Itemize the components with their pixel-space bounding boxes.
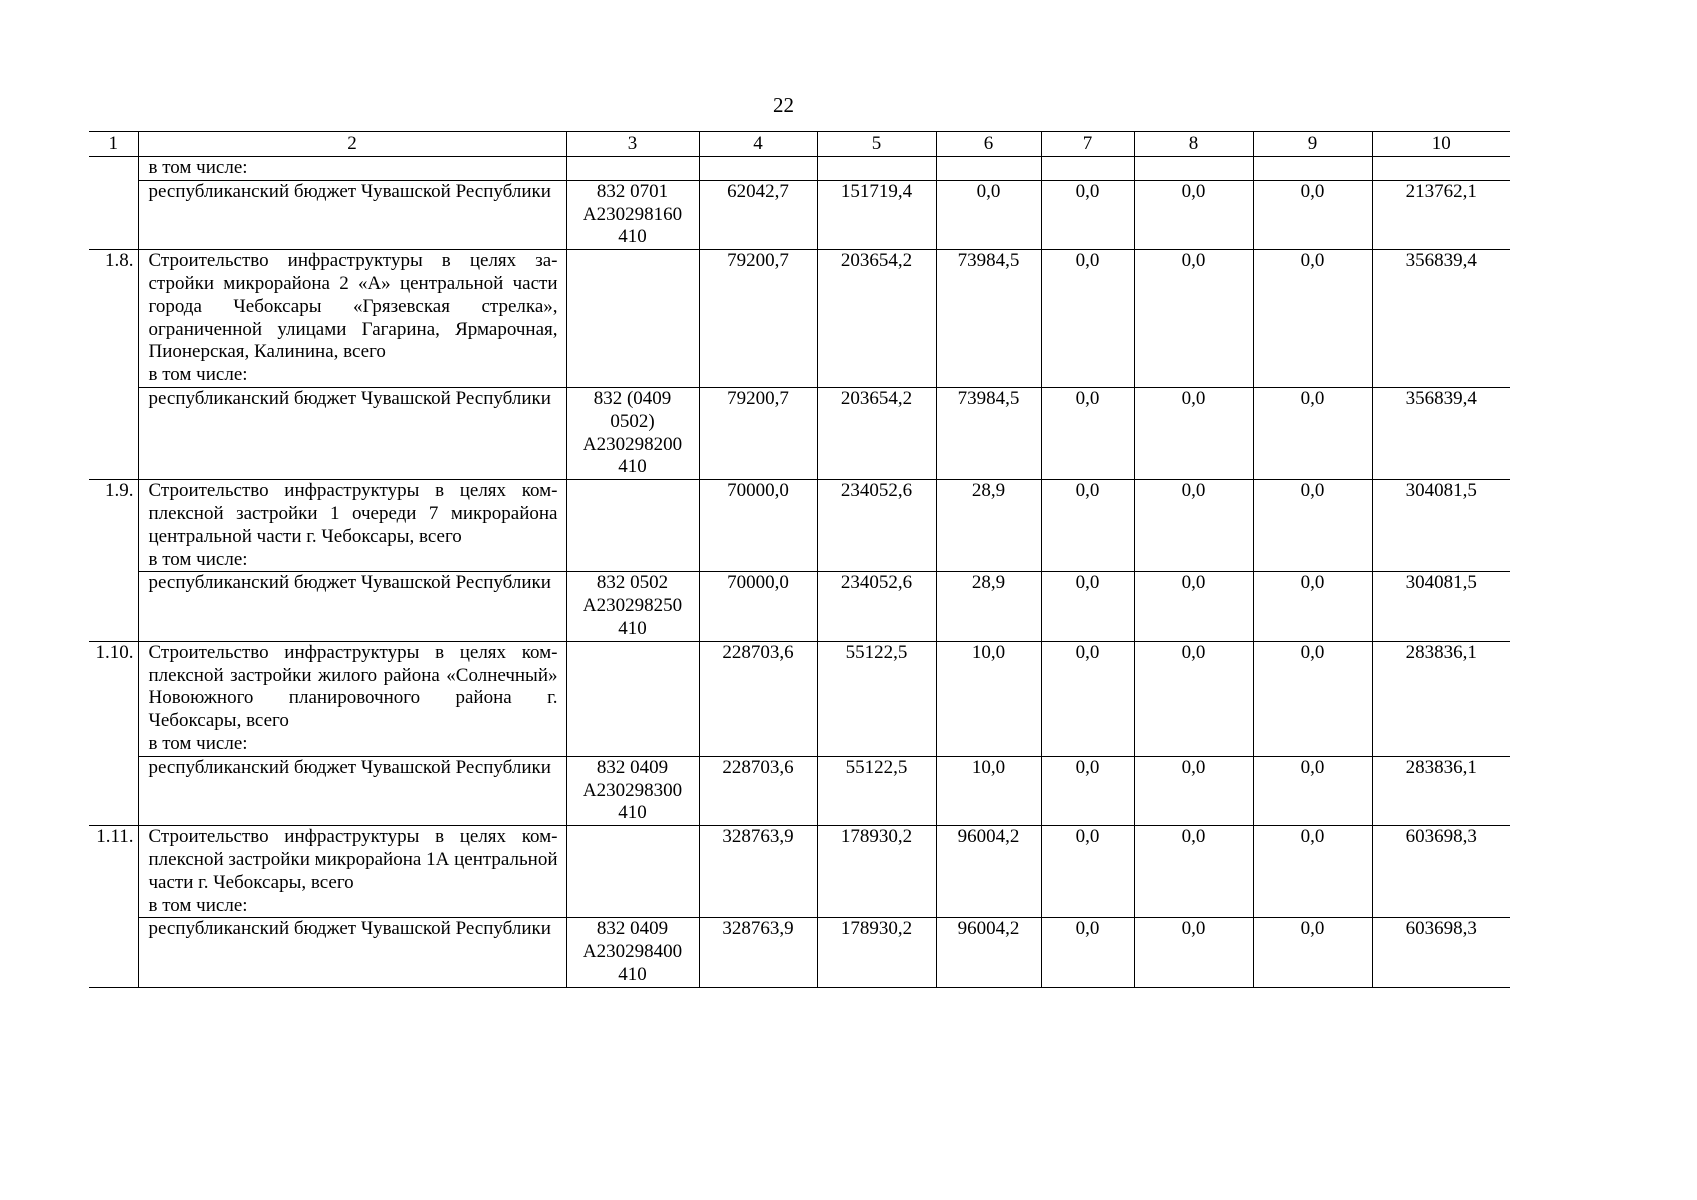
value-cell: 0,0 <box>1041 387 1134 479</box>
source-label: республиканский бюджет Чувашской Республики <box>138 180 566 249</box>
value-cell <box>817 157 936 181</box>
code-cell <box>566 641 699 756</box>
column-header: 3 <box>566 132 699 157</box>
value-cell <box>699 157 817 181</box>
value-cell: 62042,7 <box>699 180 817 249</box>
row-number: 1.8. <box>89 250 138 480</box>
value-cell: 234052,6 <box>817 480 936 572</box>
value-cell: 0,0 <box>936 180 1041 249</box>
value-cell: 0,0 <box>1253 918 1372 987</box>
item-row <box>89 250 1510 388</box>
value-cell: 0,0 <box>1134 180 1253 249</box>
value-cell: 0,0 <box>1134 826 1253 918</box>
value-cell: 0,0 <box>1041 250 1134 388</box>
value-cell: 73984,5 <box>936 250 1041 388</box>
code-cell <box>566 250 699 388</box>
source-row <box>89 180 1510 249</box>
source-row <box>89 387 1510 479</box>
value-cell: 283836,1 <box>1372 756 1510 825</box>
item-title: Строительство инфраструктуры в целях комплексной застройки жилого района «Солнечный» Новоюжного планировочного района г. Чебоксары, всего <box>148 641 558 732</box>
value-cell: 203654,2 <box>817 387 936 479</box>
column-header: 8 <box>1134 132 1253 157</box>
source-label: республиканский бюджет Чувашской Республики <box>138 572 566 641</box>
column-header: 4 <box>699 132 817 157</box>
source-label: республиканский бюджет Чувашской Республики <box>138 387 566 479</box>
value-cell: 0,0 <box>1253 250 1372 388</box>
intro-row <box>89 157 1510 181</box>
item-description <box>138 250 566 388</box>
intro-label: в том числе: <box>138 157 566 181</box>
value-cell: 96004,2 <box>936 826 1041 918</box>
value-cell: 0,0 <box>1134 480 1253 572</box>
value-cell: 178930,2 <box>817 918 936 987</box>
value-cell: 0,0 <box>1253 826 1372 918</box>
value-cell: 0,0 <box>1041 826 1134 918</box>
item-subtitle: в том числе: <box>148 894 248 916</box>
value-cell: 0,0 <box>1041 180 1134 249</box>
source-row <box>89 572 1510 641</box>
value-cell: 0,0 <box>1134 250 1253 388</box>
column-header: 5 <box>817 132 936 157</box>
value-cell: 10,0 <box>936 641 1041 756</box>
item-title: Строительство инфраструктуры в целях застройки микрорайона 2 «А» центральной части города Чебоксары «Грязевская стрелка», ограниченной улицами Гагарина, Ярмарочная, Пионерская, Калинина, всего <box>148 250 558 363</box>
value-cell: 283836,1 <box>1372 641 1510 756</box>
value-cell: 234052,6 <box>817 572 936 641</box>
column-header: 10 <box>1372 132 1510 157</box>
value-cell: 55122,5 <box>817 756 936 825</box>
value-cell <box>1041 157 1134 181</box>
item-description <box>138 641 566 756</box>
value-cell <box>936 157 1041 181</box>
column-header-row <box>89 132 1510 157</box>
budget-code: 832 0409 A230298300 410 <box>566 756 699 825</box>
source-label: республиканский бюджет Чувашской Республики <box>138 756 566 825</box>
item-description <box>138 480 566 572</box>
value-cell: 70000,0 <box>699 480 817 572</box>
value-cell: 356839,4 <box>1372 387 1510 479</box>
item-row <box>89 480 1510 572</box>
budget-table <box>89 131 1510 988</box>
column-header: 9 <box>1253 132 1372 157</box>
value-cell: 0,0 <box>1253 641 1372 756</box>
item-subtitle: в том числе: <box>148 364 248 386</box>
code-cell <box>566 826 699 918</box>
value-cell <box>1253 157 1372 181</box>
value-cell: 0,0 <box>1253 480 1372 572</box>
value-cell: 356839,4 <box>1372 250 1510 388</box>
code-cell <box>566 157 699 181</box>
row-number: 1.10. <box>89 641 138 825</box>
value-cell: 228703,6 <box>699 641 817 756</box>
value-cell: 73984,5 <box>936 387 1041 479</box>
column-header: 1 <box>89 132 138 157</box>
value-cell: 79200,7 <box>699 250 817 388</box>
value-cell: 304081,5 <box>1372 572 1510 641</box>
item-row <box>89 641 1510 756</box>
value-cell: 328763,9 <box>699 826 817 918</box>
source-row <box>89 756 1510 825</box>
column-header: 2 <box>138 132 566 157</box>
column-header: 7 <box>1041 132 1134 157</box>
budget-code: 832 0701 A230298160 410 <box>566 180 699 249</box>
value-cell: 0,0 <box>1041 756 1134 825</box>
value-cell: 0,0 <box>1134 572 1253 641</box>
source-row <box>89 918 1510 987</box>
value-cell: 79200,7 <box>699 387 817 479</box>
value-cell <box>1372 157 1510 181</box>
row-number <box>89 157 138 250</box>
value-cell: 603698,3 <box>1372 826 1510 918</box>
page-number: 22 <box>773 93 794 117</box>
source-label: республиканский бюджет Чувашской Республики <box>138 918 566 987</box>
value-cell: 10,0 <box>936 756 1041 825</box>
budget-code: 832 0502 A230298250 410 <box>566 572 699 641</box>
value-cell: 55122,5 <box>817 641 936 756</box>
value-cell <box>1134 157 1253 181</box>
item-description <box>138 826 566 918</box>
value-cell: 0,0 <box>1041 572 1134 641</box>
item-title: Строительство инфраструктуры в целях комплексной застройки 1 очереди 7 микрорайона центральной части г. Чебоксары, всего <box>148 480 558 547</box>
row-number: 1.11. <box>89 826 138 988</box>
value-cell: 0,0 <box>1134 387 1253 479</box>
item-subtitle: в том числе: <box>148 732 248 754</box>
value-cell: 0,0 <box>1253 572 1372 641</box>
value-cell: 0,0 <box>1253 756 1372 825</box>
value-cell: 304081,5 <box>1372 480 1510 572</box>
row-number: 1.9. <box>89 480 138 642</box>
value-cell: 213762,1 <box>1372 180 1510 249</box>
value-cell: 0,0 <box>1134 756 1253 825</box>
table-body <box>89 132 1510 988</box>
budget-code: 832 0409 A230298400 410 <box>566 918 699 987</box>
value-cell: 203654,2 <box>817 250 936 388</box>
value-cell: 228703,6 <box>699 756 817 825</box>
value-cell: 603698,3 <box>1372 918 1510 987</box>
value-cell: 328763,9 <box>699 918 817 987</box>
item-title: Строительство инфраструктуры в целях комплексной застройки микрорайона 1А центральной части г. Чебоксары, всего <box>148 826 558 893</box>
code-cell <box>566 480 699 572</box>
value-cell: 0,0 <box>1041 918 1134 987</box>
column-header: 6 <box>936 132 1041 157</box>
value-cell: 0,0 <box>1253 180 1372 249</box>
value-cell: 96004,2 <box>936 918 1041 987</box>
value-cell: 0,0 <box>1041 480 1134 572</box>
budget-code: 832 (0409 0502) A230298200 410 <box>566 387 699 479</box>
value-cell: 0,0 <box>1134 918 1253 987</box>
value-cell: 70000,0 <box>699 572 817 641</box>
value-cell: 0,0 <box>1041 641 1134 756</box>
value-cell: 0,0 <box>1253 387 1372 479</box>
value-cell: 28,9 <box>936 480 1041 572</box>
value-cell: 178930,2 <box>817 826 936 918</box>
value-cell: 28,9 <box>936 572 1041 641</box>
item-row <box>89 826 1510 918</box>
item-subtitle: в том числе: <box>148 548 248 570</box>
value-cell: 0,0 <box>1134 641 1253 756</box>
value-cell: 151719,4 <box>817 180 936 249</box>
